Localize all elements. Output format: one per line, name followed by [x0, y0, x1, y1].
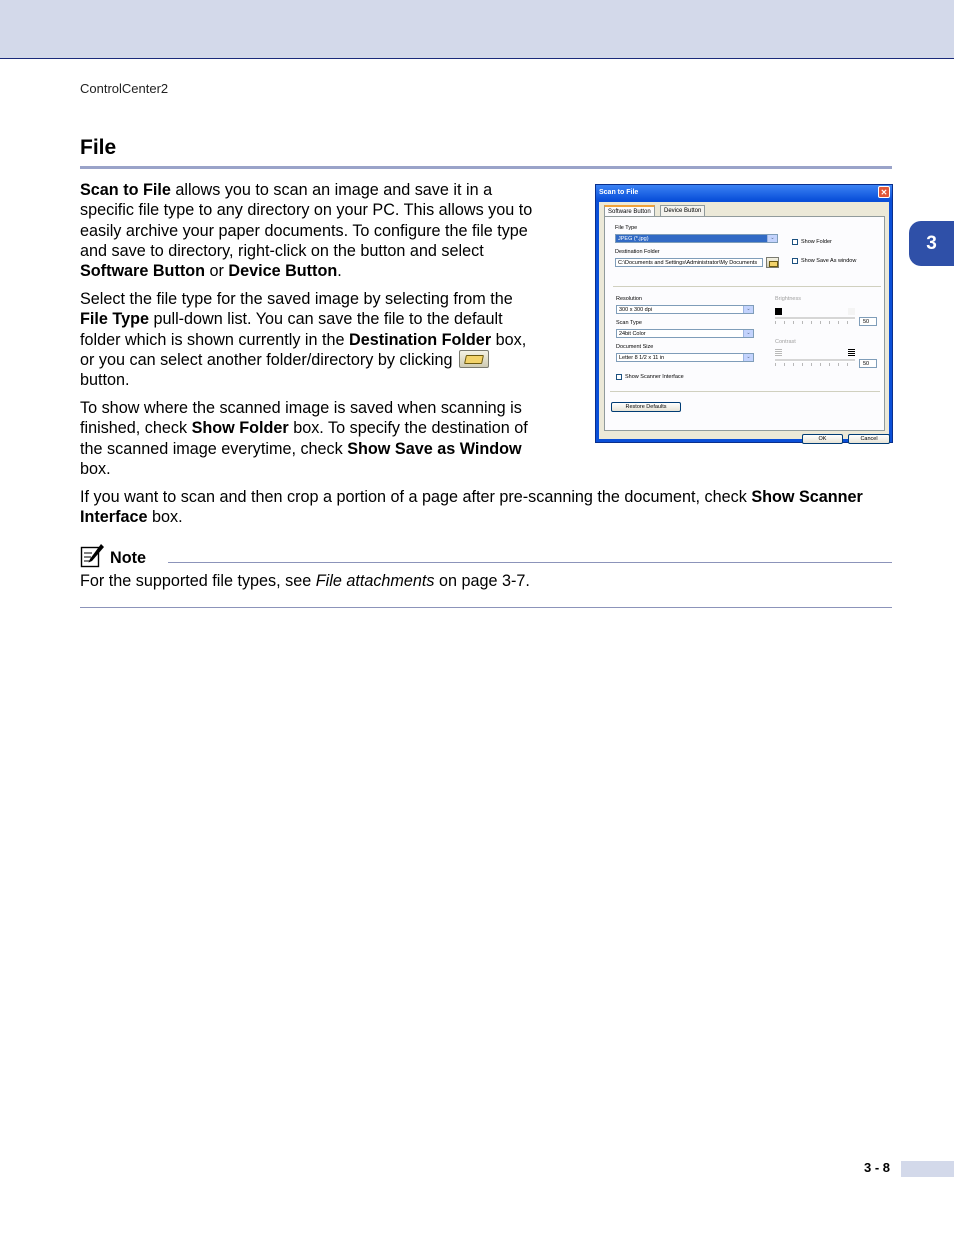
bold-term: Show Folder: [191, 419, 289, 438]
note-text: For the supported file types, see File attachments on page 3-7.: [80, 572, 530, 590]
ok-button[interactable]: OK: [802, 434, 843, 444]
restore-defaults-button[interactable]: Restore Defaults: [611, 402, 681, 412]
brightness-ticks: [775, 321, 855, 324]
note-pencil-icon: [80, 543, 105, 568]
document-size-select[interactable]: Letter 8 1/2 x 11 in ⌄: [616, 353, 754, 362]
scan-type-label: Scan Type: [616, 320, 642, 326]
paragraph-show-folder: To show where the scanned image is saved when scanning is finished, check Show Folder box. To specify the destination of the scanned image everytime, check Show Save as Window box.: [80, 399, 528, 478]
chevron-down-icon: ⌄: [767, 235, 777, 242]
chevron-down-icon: ⌄: [743, 306, 753, 313]
scan-to-file-dialog: [595, 184, 893, 443]
show-scanner-interface-checkbox[interactable]: [616, 374, 622, 380]
file-type-label: File Type: [615, 225, 638, 231]
close-icon[interactable]: ✕: [878, 186, 890, 198]
show-folder-checkbox[interactable]: [792, 239, 798, 245]
folder-browse-button[interactable]: [766, 257, 779, 268]
running-head: ControlCenter2: [80, 81, 169, 96]
cross-reference: File attachments: [315, 572, 435, 590]
tab-panel: [604, 216, 885, 431]
bold-term: Destination Folder: [349, 330, 492, 349]
destination-folder-label: Destination Folder: [615, 249, 660, 255]
bold-term: Software Button: [80, 262, 205, 281]
brightness-dark-icon: [775, 308, 782, 315]
contrast-slider[interactable]: [775, 359, 855, 362]
divider: [613, 286, 881, 287]
contrast-ticks: [775, 363, 855, 366]
contrast-label: Contrast: [775, 339, 796, 345]
section-title: File: [80, 136, 117, 159]
show-save-as-label: Show Save As window: [801, 258, 857, 264]
brightness-value[interactable]: 50: [859, 317, 877, 326]
show-folder-label: Show Folder: [801, 239, 832, 245]
footer-band: [901, 1161, 954, 1177]
bold-term: File Type: [80, 310, 149, 329]
cancel-button[interactable]: Cancel: [848, 434, 890, 444]
resolution-label: Resolution: [616, 296, 642, 302]
header-band: [0, 0, 954, 59]
bold-term: Show Save as Window: [347, 439, 522, 458]
brightness-slider[interactable]: [775, 317, 855, 320]
show-scanner-interface-label: Show Scanner Interface: [625, 374, 684, 380]
brightness-label: Brightness: [775, 296, 801, 302]
page-number: 3 - 8: [864, 1160, 891, 1175]
paragraph-file-type: Select the file type for the saved image by selecting from the File Type pull-down list. You can save the file to the default folder which is shown currently in the Destination Folder box, or you can select another folder/directory by clicking button.: [80, 290, 527, 390]
tab-software-button[interactable]: Software Button: [604, 205, 655, 218]
destination-folder-input[interactable]: C:\Documents and Settings\Administrator\My Documents: [615, 258, 763, 267]
dialog-title: Scan to File: [599, 189, 639, 196]
bold-term: Show Scanner Interface: [80, 488, 863, 527]
paragraph-scan-to-file: Scan to File allows you to scan an image and save it in a specific file type to any directory on your PC. This allows you to easily archive your paper documents. To configure the file type and save to directory, right-click on the button and select Software Button or Device Button.: [80, 181, 533, 281]
note-rule-top: [168, 562, 892, 563]
paragraph-scanner-interface: If you want to scan and then crop a portion of a page after pre-scanning the document, check Show Scanner Interface box.: [80, 488, 863, 527]
chapter-tab: 3: [909, 221, 954, 266]
tab-device-button[interactable]: Device Button: [660, 205, 705, 216]
divider: [610, 391, 880, 392]
chevron-down-icon: ⌄: [743, 330, 753, 337]
contrast-low-icon: [775, 349, 782, 356]
note-rule-bottom: [80, 607, 892, 608]
title-rule: [80, 166, 892, 169]
contrast-high-icon: [848, 349, 855, 356]
document-size-label: Document Size: [616, 344, 654, 350]
note-label: Note: [110, 549, 146, 567]
scan-type-select[interactable]: 24bit Color ⌄: [616, 329, 754, 338]
dialog-client: [599, 202, 889, 442]
resolution-select[interactable]: 300 x 300 dpi ⌄: [616, 305, 754, 314]
show-save-as-checkbox[interactable]: [792, 258, 798, 264]
bold-term: Device Button: [228, 262, 338, 281]
dialog-titlebar: [596, 185, 892, 200]
chevron-down-icon: ⌄: [743, 354, 753, 361]
folder-browse-button-icon: [459, 350, 489, 368]
contrast-value[interactable]: 50: [859, 359, 877, 368]
bold-term: Scan to File: [80, 181, 171, 199]
brightness-light-icon: [848, 308, 855, 315]
file-type-select[interactable]: JPEG (*.jpg) ⌄: [615, 234, 778, 243]
